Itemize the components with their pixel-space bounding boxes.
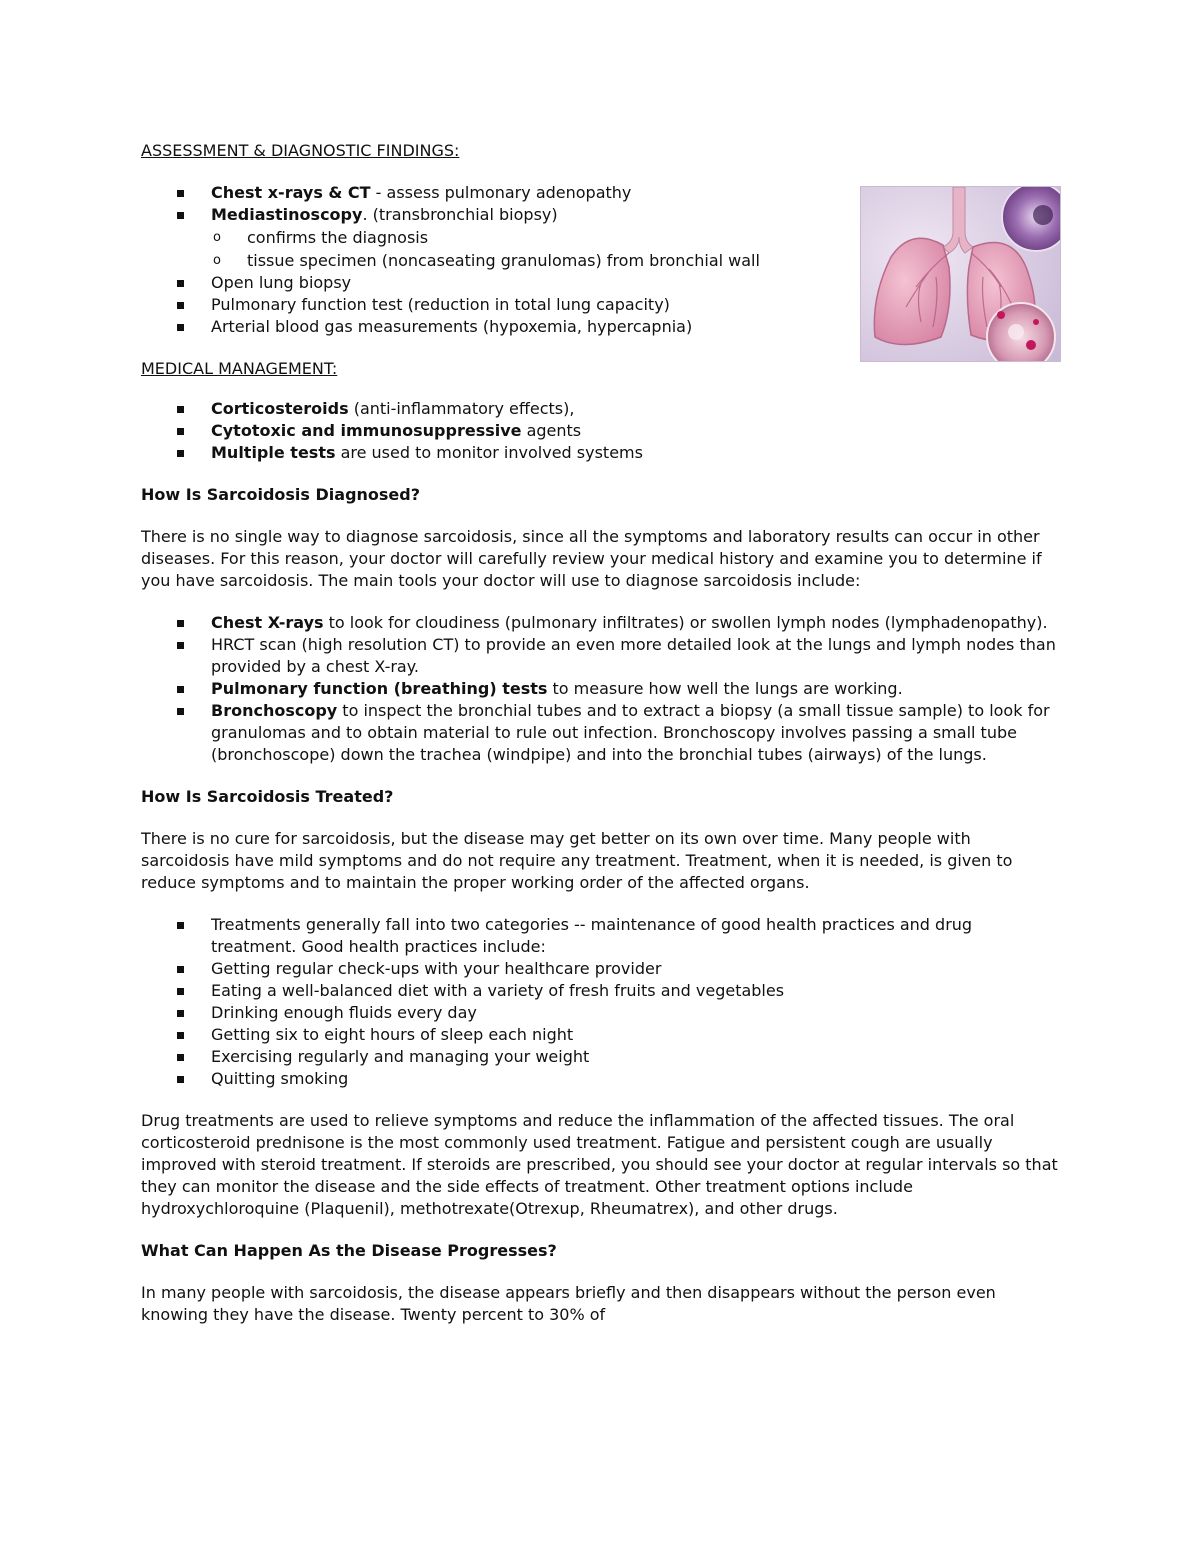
list-item: Drinking enough fluids every day — [141, 1002, 1061, 1024]
diagnosed-paragraph: There is no single way to diagnose sarcoidosis, since all the symptoms and laboratory results can occur in other diseases. For this reason, your doctor will carefully review your medical history and examine you to determine if you have sarcoidosis. The main tools your doctor will use to diagnose sarcoidosis include: — [141, 527, 1042, 590]
treated-list — [141, 914, 1061, 1090]
list-item: Corticosteroids (anti-inflammatory effects), — [141, 398, 1061, 420]
list-item: Pulmonary function test (reduction in total lung capacity) — [141, 294, 1061, 316]
diagnosed-heading: How Is Sarcoidosis Diagnosed? — [141, 485, 421, 504]
list-item: Quitting smoking — [141, 1068, 1061, 1090]
management-list — [141, 398, 1061, 464]
list-item: Bronchoscopy to inspect the bronchial tubes and to extract a biopsy (a small tissue sample) to look for granulomas and to obtain material to rule out infection. Bronchoscopy involves passing a small tube (bronchoscope) down the trachea (windpipe) and into the bronchial tubes (airways) of the lungs. — [141, 700, 1061, 766]
sub-list-item: o tissue specimen (noncaseating granulomas) from bronchial wall — [213, 251, 760, 270]
list-item: Mediastinoscopy. (transbronchial biopsy) o confirms the diagnosis o tissue specimen (noncaseating granulomas) from bronchial wall — [141, 204, 1061, 272]
list-item: Eating a well-balanced diet with a variety of fresh fruits and vegetables — [141, 980, 1061, 1002]
list-item: Pulmonary function (breathing) tests to measure how well the lungs are working. — [141, 678, 1061, 700]
treated-paragraph: There is no cure for sarcoidosis, but the disease may get better on its own over time. Many people with sarcoidosis have mild symptoms and do not require any treatment. Treatment, when it is needed, is given to reduce symptoms and to maintain the proper working order of the affected organs. — [141, 829, 1013, 892]
sub-list-item: o confirms the diagnosis — [213, 228, 429, 247]
treated-paragraph-2: Drug treatments are used to relieve symptoms and reduce the inflammation of the affected tissues. The oral corticosteroid prednisone is the most commonly used treatment. Fatigue and persistent cough are usually improved with steroid treatment. If steroids are prescribed, you should see your doctor at regular intervals so that they can monitor the disease and the side effects of treatment. Other treatment options include hydroxychloroquine (Plaquenil), methotrexate(Otrexup, Rheumatrex), and other drugs. — [141, 1111, 1058, 1218]
diagnosed-list — [141, 612, 1061, 766]
lung-illustration — [860, 186, 1061, 362]
list-item: Getting regular check-ups with your healthcare provider — [141, 958, 1061, 980]
assessment-heading: ASSESSMENT & DIAGNOSTIC FINDINGS: — [141, 141, 460, 160]
list-item: Open lung biopsy — [141, 272, 1061, 294]
progress-paragraph: In many people with sarcoidosis, the disease appears briefly and then disappears without the person even knowing they have the disease. Twenty percent to 30% of — [141, 1283, 996, 1324]
list-item: Getting six to eight hours of sleep each night — [141, 1024, 1061, 1046]
list-item: Arterial blood gas measurements (hypoxemia, hypercapnia) — [141, 316, 1061, 338]
management-heading: MEDICAL MANAGEMENT: — [141, 359, 338, 378]
list-item: Chest x-rays & CT - assess pulmonary adenopathy — [141, 182, 1061, 204]
list-item: Cytotoxic and immunosuppressive agents — [141, 420, 1061, 442]
list-item: Treatments generally fall into two categories -- maintenance of good health practices and drug treatment. Good health practices include: — [141, 914, 1061, 958]
list-item: HRCT scan (high resolution CT) to provide an even more detailed look at the lungs and lymph nodes than provided by a chest X-ray. — [141, 634, 1061, 678]
list-item: Exercising regularly and managing your weight — [141, 1046, 1061, 1068]
treated-heading: How Is Sarcoidosis Treated? — [141, 787, 394, 806]
progress-heading: What Can Happen As the Disease Progresses? — [141, 1241, 557, 1260]
list-item: Multiple tests are used to monitor involved systems — [141, 442, 1061, 464]
list-item: Chest X-rays to look for cloudiness (pulmonary infiltrates) or swollen lymph nodes (lymphadenopathy). — [141, 612, 1061, 634]
